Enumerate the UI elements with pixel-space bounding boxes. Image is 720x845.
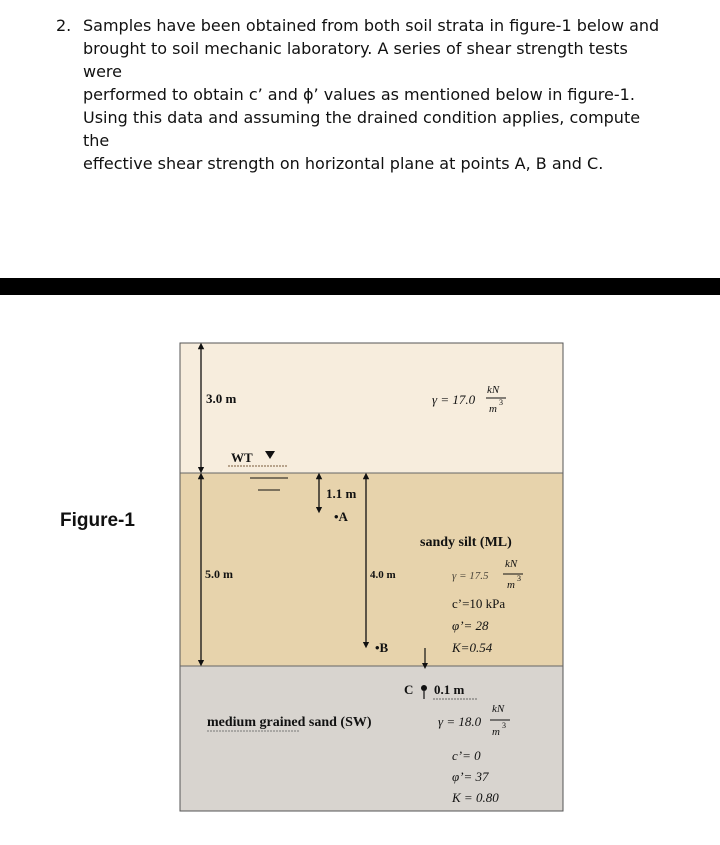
bottom-earth-pressure-coefficient: K = 0.80 <box>452 790 499 805</box>
top-unit-weight-numerator: kN <box>487 384 500 396</box>
middle-unit-weight-denominator: m <box>507 579 515 591</box>
question-number: 2. <box>56 16 72 35</box>
question-line-5: effective shear strength on horizontal plane at points A, B and C. <box>83 154 604 173</box>
point-C-label: C <box>404 682 414 697</box>
depth-C-label: 0.1 m <box>434 682 465 697</box>
bottom-unit-weight-exponent: 3 <box>502 721 506 730</box>
bottom-unit-weight-denominator: m <box>492 726 500 738</box>
bottom-unit-weight: γ = 18.0 <box>438 714 482 729</box>
bottom-layer-name: medium grained sand (SW) <box>207 715 372 730</box>
middle-earth-pressure-coefficient: K=0.54 <box>452 640 493 655</box>
middle-layer-thickness: 5.0 m <box>205 567 233 581</box>
question-line-2: brought to soil mechanic laboratory. A series of shear strength tests were <box>83 39 628 81</box>
bottom-layer <box>180 666 563 811</box>
bottom-friction-angle: φ’= 37 <box>452 769 489 784</box>
question-line-1: Samples have been obtained from both soil strata in figure-1 below and <box>83 16 660 35</box>
top-layer-thickness: 3.0 m <box>206 391 237 406</box>
bottom-unit-weight-numerator: kN <box>492 703 505 715</box>
middle-friction-angle: φ’= 28 <box>452 618 489 633</box>
middle-cohesion: c’=10 kPa <box>452 596 506 611</box>
water-table-label: WT <box>231 450 253 465</box>
middle-unit-weight-numerator: kN <box>505 558 518 570</box>
top-unit-weight-denominator: m <box>489 403 497 415</box>
point-A-label: •A <box>334 509 348 524</box>
point-C-marker <box>421 685 427 691</box>
depth-A-label: 1.1 m <box>326 486 357 501</box>
top-unit-weight-exponent: 3 <box>499 398 503 407</box>
figure-label: Figure-1 <box>60 510 135 531</box>
top-unit-weight: γ = 17.0 <box>432 392 476 407</box>
bottom-cohesion: c’= 0 <box>452 748 481 763</box>
middle-unit-weight: γ = 17.5 <box>452 570 489 582</box>
depth-B-label: 4.0 m <box>370 569 396 581</box>
question-line-4: Using this data and assuming the drained condition applies, compute the <box>83 108 641 150</box>
question-line-3: performed to obtain c’ and ϕ’ values as mentioned below in figure-1. <box>83 85 635 104</box>
middle-layer-name: sandy silt (ML) <box>420 535 512 550</box>
point-B-label: •B <box>375 640 389 655</box>
middle-unit-weight-exponent: 3 <box>517 574 521 583</box>
